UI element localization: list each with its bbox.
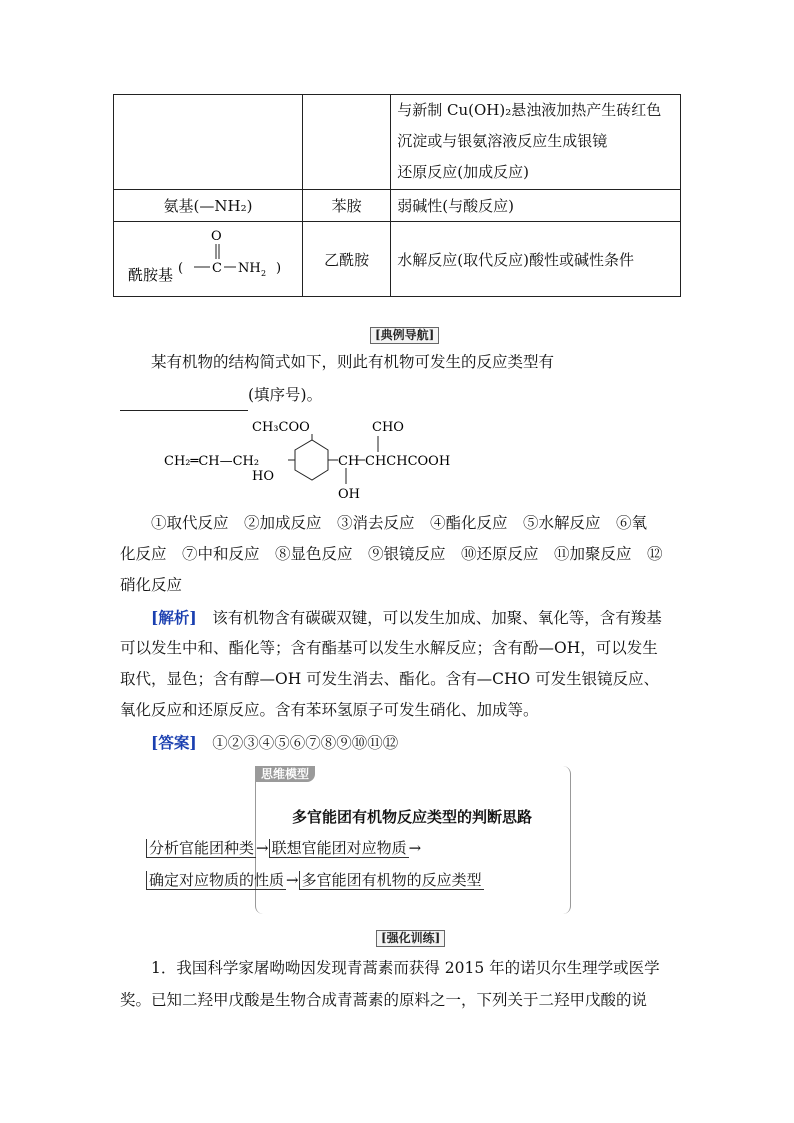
table-row: [114, 222, 681, 297]
arrow-icon: →: [256, 839, 269, 857]
answer-label: [答案]: [151, 733, 197, 752]
section-tag-training: [强化训练]: [376, 930, 445, 947]
analysis-text: 该有机物含有碳碳双键，可以发生加成、加聚、氧化等，含有羧基: [212, 609, 662, 627]
table-cell: [391, 95, 681, 190]
table-row: [114, 190, 681, 222]
answer-value: ①②③④⑤⑥⑦⑧⑨⑩⑪⑫: [212, 734, 399, 752]
flow-row-2: [146, 870, 484, 890]
thinking-model-tag: 思维模型: [255, 766, 315, 782]
paren-left: (: [178, 261, 184, 276]
table-row: [114, 95, 681, 190]
answer-blank: [120, 392, 248, 411]
amide-label: 酰胺基: [128, 266, 174, 284]
exercise-line: 奖。已知二羟甲戊酸是生物合成青蒿素的原料之一，下列关于二羟甲戊酸的说: [120, 991, 648, 1009]
cell-text-line: 还原反应(加成反应): [397, 163, 529, 181]
subscript: 2: [261, 269, 267, 278]
vinyl-chain: CH₂═CH—CH₂: [164, 454, 260, 469]
section-tag-example: [典例导航]: [370, 327, 439, 344]
ch-atom: CH: [338, 454, 360, 469]
table-cell: 弱碱性(与酸反应): [391, 190, 681, 222]
arrow-icon: →: [408, 839, 422, 857]
cell-text-line: 与新制 Cu(OH)₂悬浊液加热产生砖红色: [397, 101, 662, 119]
question-suffix: (填序号)。: [248, 386, 323, 404]
atom-nh: NH: [238, 261, 261, 276]
functional-group-table: [113, 94, 681, 297]
analysis-line: 可以发生中和、酯化等；含有酯基可以发生水解反应；含有酚—OH，可以发生: [120, 639, 658, 657]
analysis-line: 氧化反应和还原反应。含有苯环氢原子可发生硝化、加成等。: [120, 701, 539, 719]
amide-group-formula: [114, 222, 302, 296]
atom-c: C: [212, 261, 222, 276]
table-cell: 苯胺: [303, 190, 391, 222]
thinking-model-title: 多官能团有机物反应类型的判断思路: [291, 808, 532, 826]
flow-step: 分析官能团种类: [146, 839, 256, 858]
chain-group: CHCHCOOH: [365, 454, 450, 469]
paren-right: ): [276, 261, 282, 276]
phenol-oh: HO: [252, 469, 274, 484]
answer-line: [120, 727, 680, 759]
question-line: 某有机物的结构简式如下，则此有机物可发生的反应类型有: [151, 353, 555, 371]
analysis-label: [解析]: [151, 608, 197, 627]
options-line: 硝化反应: [120, 576, 183, 594]
table-cell: 乙酰胺: [303, 222, 391, 297]
exercise-line: 1．我国科学家屠呦呦因发现青蒿素而获得 2015 年的诺贝尔生理学或医学: [151, 959, 660, 977]
table-cell: [303, 95, 391, 190]
flow-step: 联想官能团对应物质: [269, 839, 409, 858]
analysis-line: [120, 602, 680, 634]
acetoxy-group: CH₃COO: [252, 420, 310, 435]
arrow-icon: →: [286, 871, 299, 889]
cell-text-line: 沉淀或与银氨溶液反应生成银镜: [397, 132, 608, 150]
options-line: 化反应 ⑦中和反应 ⑧显色反应 ⑨银镜反应 ⑩还原反应 ⑪加聚反应 ⑫: [120, 545, 663, 563]
table-cell: 水解反应(取代反应)酸性或碱性条件: [391, 222, 681, 297]
aldehyde-group: CHO: [372, 420, 404, 435]
flow-step: 确定对应物质的性质: [146, 871, 286, 890]
options-line: ①取代反应 ②加成反应 ③消去反应 ④酯化反应 ⑤水解反应 ⑥氧: [151, 514, 648, 532]
structure-formula: [160, 414, 450, 506]
atom-o: O: [211, 229, 222, 244]
table-cell: [114, 222, 303, 297]
alcohol-oh: OH: [338, 487, 360, 502]
analysis-line: 取代，显色；含有醇—OH 可发生消去、酯化。含有—CHO 可发生银镜反应、: [120, 670, 660, 688]
benzene-ring: [295, 440, 328, 480]
table-cell: 氨基(—NH₂): [114, 190, 303, 222]
flow-row-1: [146, 838, 421, 858]
flow-step: 多官能团有机物的反应类型: [299, 871, 484, 890]
question-line-blank: [120, 380, 680, 411]
table-cell: [114, 95, 303, 190]
